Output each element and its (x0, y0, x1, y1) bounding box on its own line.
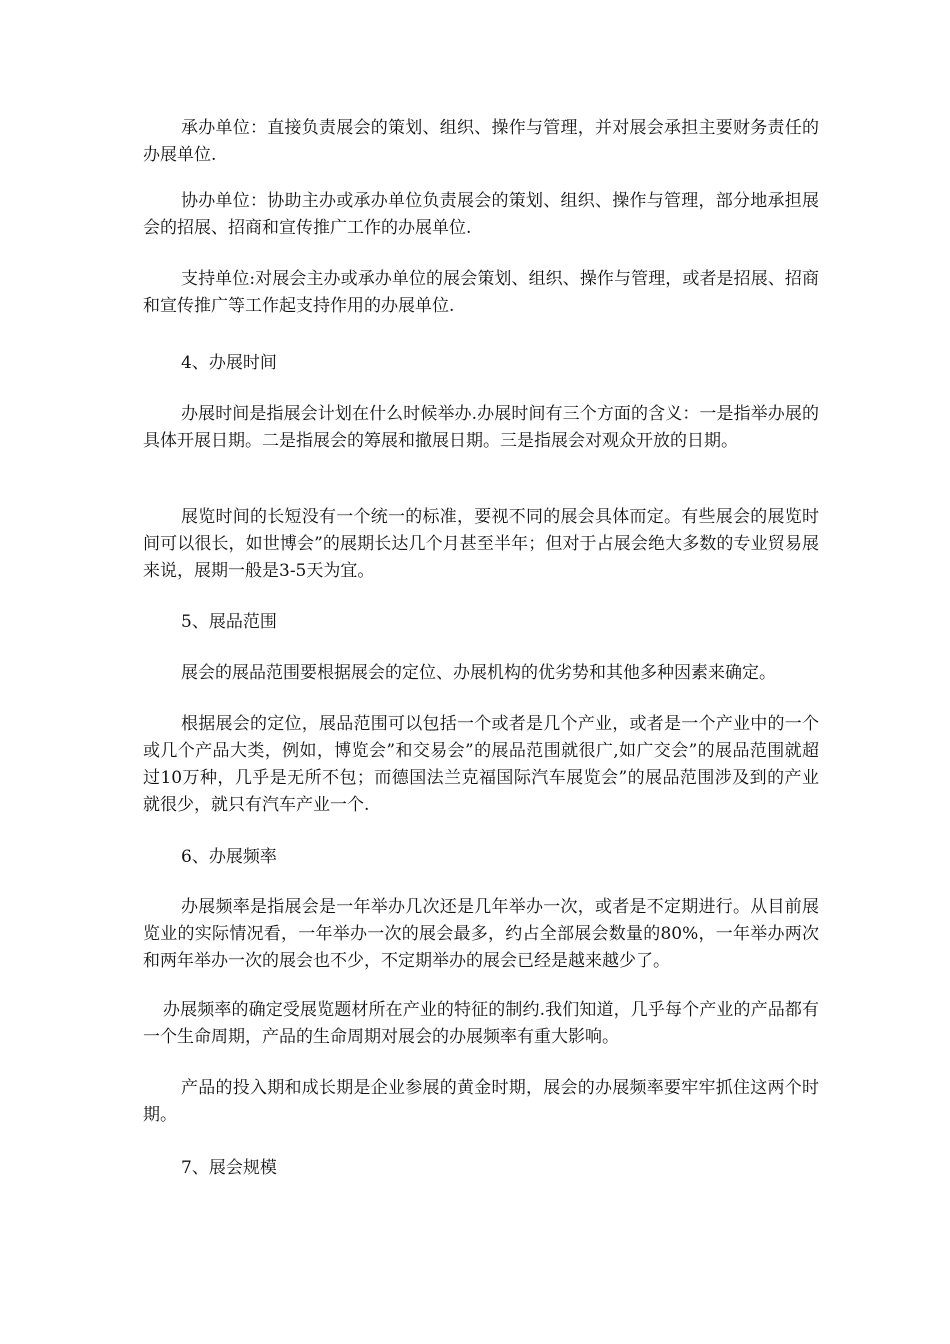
section-heading-exhibition-scale: 7、展会规模 (181, 1158, 277, 1178)
paragraph-co-organizer: 协办单位：协助主办或承办单位负责展会的策划、组织、操作与管理，部分地承担展会的招展、招商和宣传推广工作的办展单位. (143, 191, 819, 238)
section-heading-exhibition-time: 4、办展时间 (181, 353, 277, 373)
document-page (143, 0, 819, 1344)
paragraph-supporter: 支持单位:对展会主办或承办单位的展会策划、组织、操作与管理，或者是招展、招商和宣传推广等工作起支持作用的办展单位. (143, 269, 819, 316)
paragraph-exhibition-duration: 展览时间的长短没有一个统一的标准，要视不同的展会具体而定。有些展会的展览时间可以很长，如世博会”的展期长达几个月甚至半年；但对于占展会绝大多数的专业贸易展来说，展期一般是3-5天为宜。 (143, 507, 819, 581)
paragraph-exhibit-scope-intro: 展会的展品范围要根据展会的定位、办展机构的优劣势和其他多种因素来确定。 (181, 663, 776, 683)
section-heading-exhibition-frequency: 6、办展频率 (181, 847, 277, 867)
paragraph-exhibition-time: 办展时间是指展会计划在什么时候举办.办展时间有三个方面的含义：一是指举办展的具体开展日期。二是指展会的筹展和撤展日期。三是指展会对观众开放的日期。 (143, 404, 819, 451)
section-heading-exhibit-scope: 5、展品范围 (181, 612, 277, 632)
paragraph-exhibit-scope-detail: 根据展会的定位，展品范围可以包括一个或者是几个产业，或者是一个产业中的一个或几个产品大类，例如，博览会”和交易会”的展品范围就很广,如广交会”的展品范围就超过10万种，几乎是无所不包；而德国法兰克福国际汽车展览会”的展品范围涉及到的产业就很少，就只有汽车产业一个. (143, 714, 819, 815)
paragraph-exhibition-frequency: 办展频率是指展会是一年举办几次还是几年举办一次，或者是不定期进行。从目前展览业的实际情况看，一年举办一次的展会最多，约占全部展会数量的80%，一年举办两次和两年举办一次的展会也不少，不定期举办的展会已经是越来越少了。 (143, 897, 819, 971)
paragraph-frequency-factors: 办展频率的确定受展览题材所在产业的特征的制约.我们知道，几乎每个产业的产品都有一个生命周期，产品的生命周期对展会的办展频率有重大影响。 (143, 1000, 819, 1047)
paragraph-organizer: 承办单位：直接负责展会的策划、组织、操作与管理，并对展会承担主要财务责任的办展单位. (143, 118, 819, 165)
paragraph-product-lifecycle: 产品的投入期和成长期是企业参展的黄金时期，展会的办展频率要牢牢抓住这两个时期。 (143, 1078, 819, 1125)
